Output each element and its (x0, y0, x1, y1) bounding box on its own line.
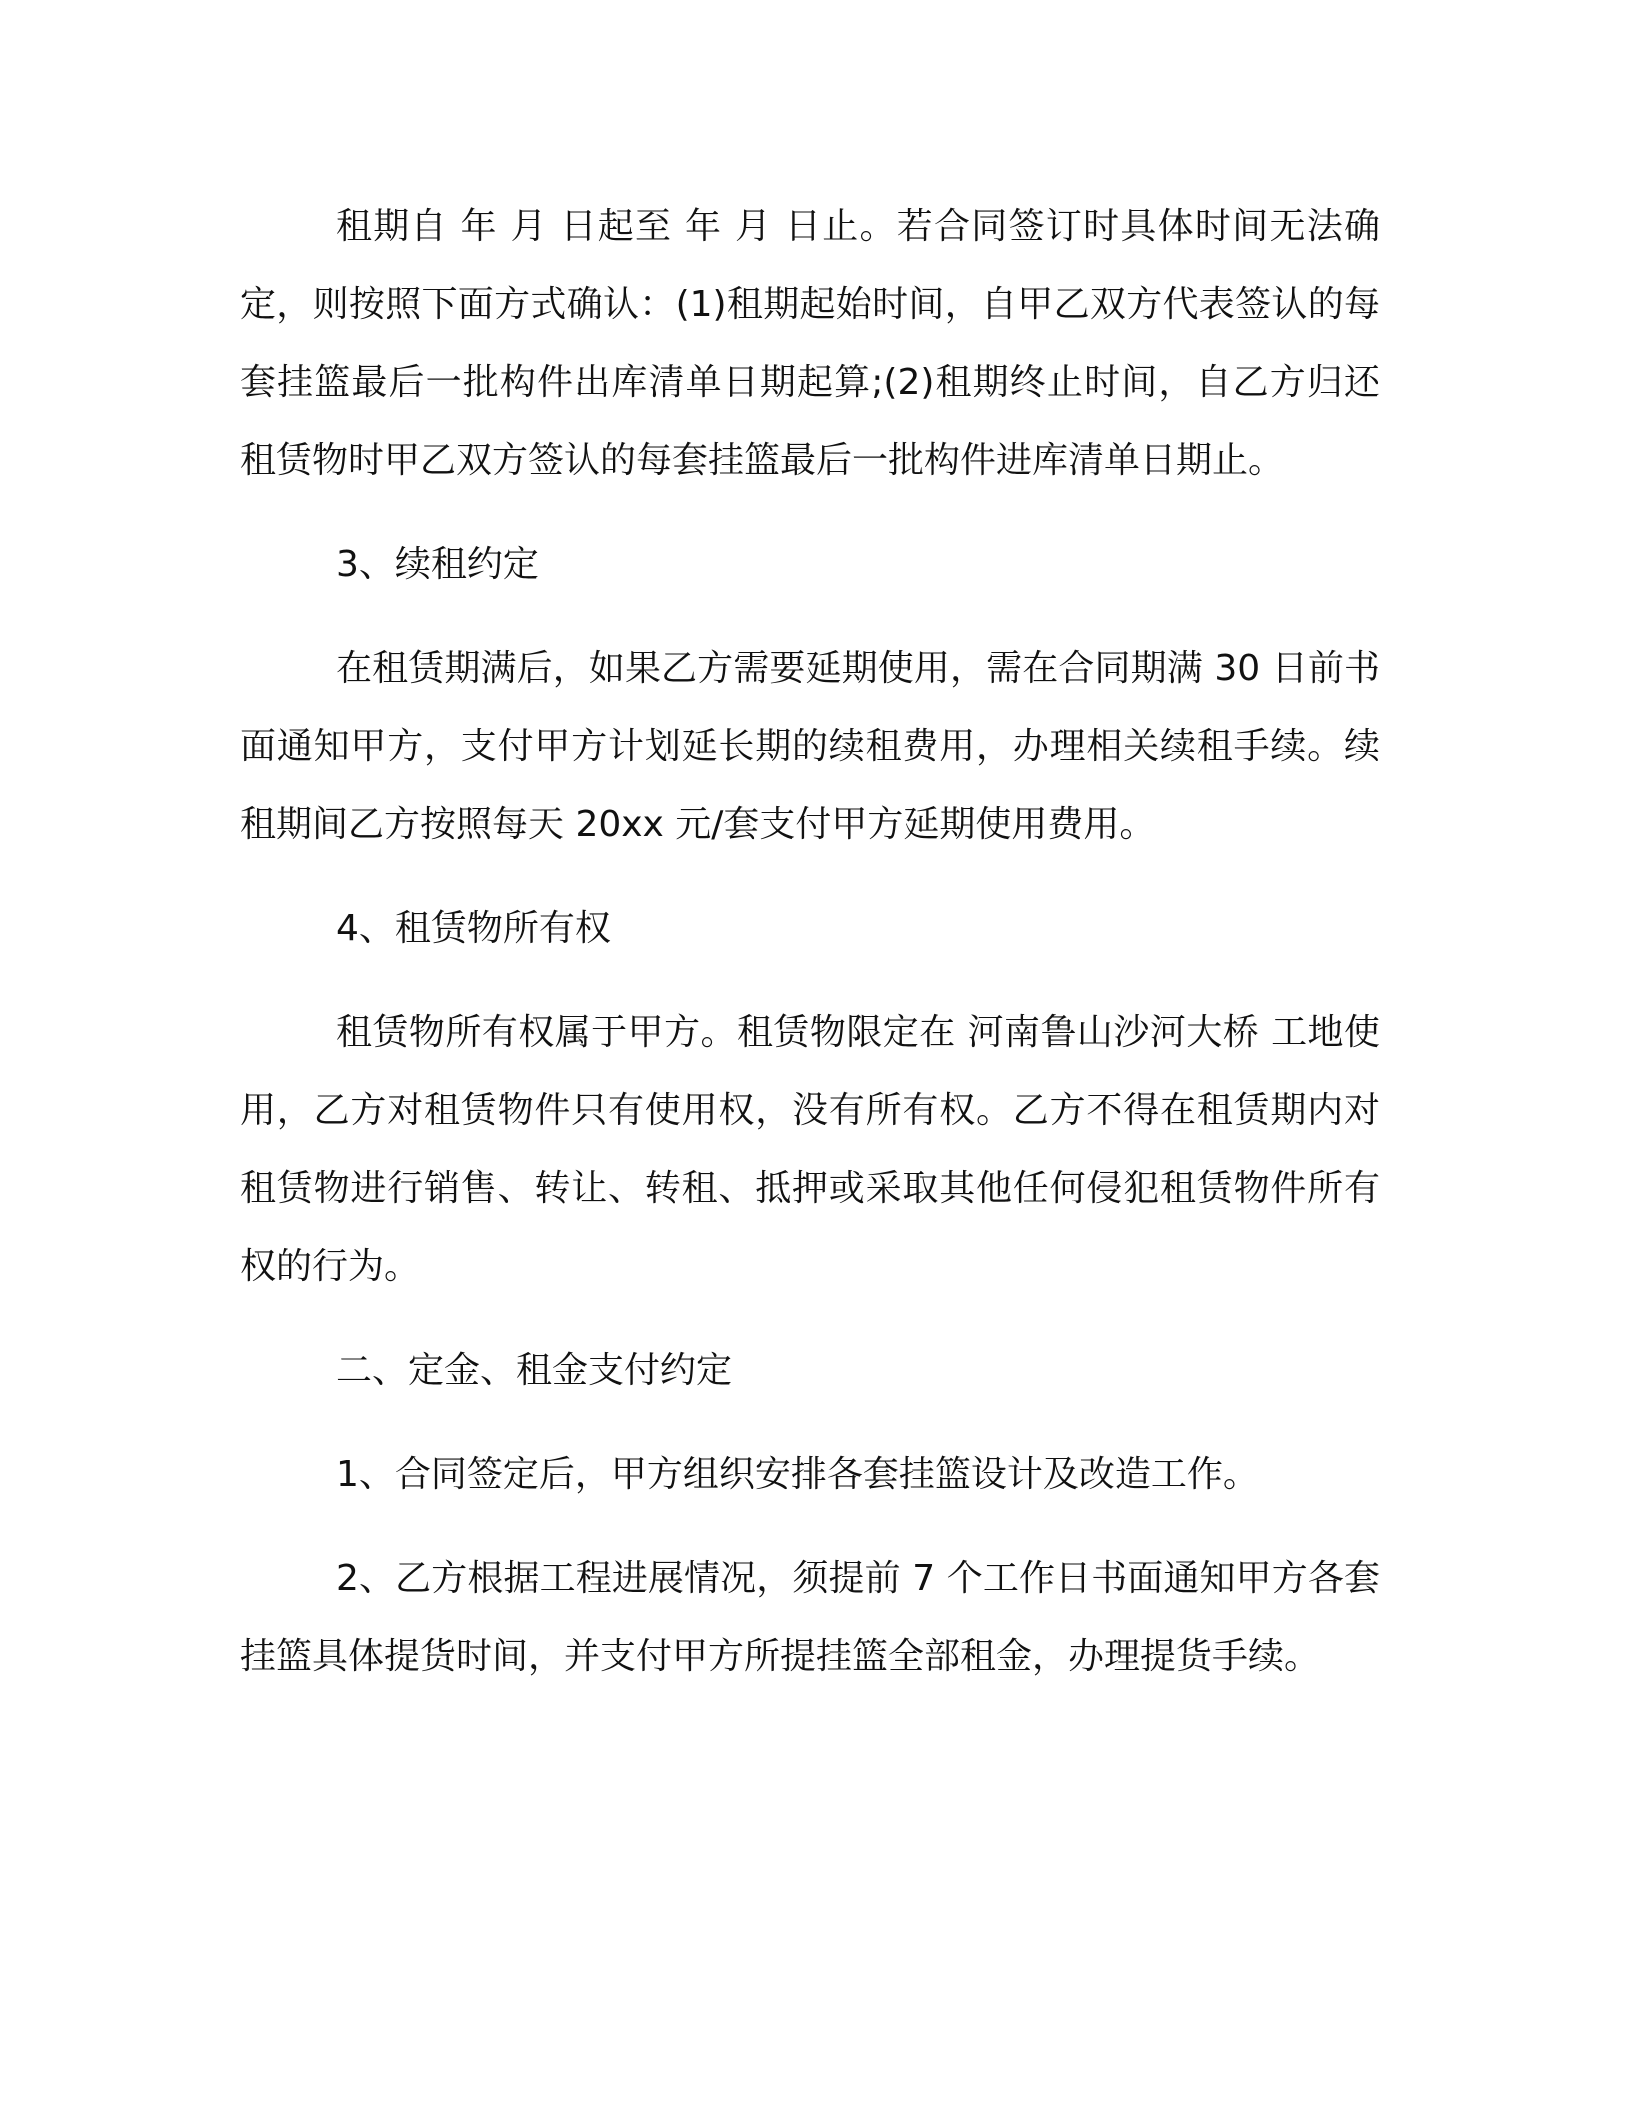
document-body (240, 188, 1380, 1722)
paragraph-ownership-terms: 租赁物所有权属于甲方。租赁物限定在 河南鲁山沙河大桥 工地使用，乙方对租赁物件只有使用权，没有所有权。乙方不得在租赁期内对租赁物进行销售、转让、转租、抵押或采取其他任何侵犯租赁物件所有权的行为。 (240, 1012, 1380, 1287)
paragraph-lease-term: 租期自 年 月 日起至 年 月 日止。若合同签订时具体时间无法确定，则按照下面方式确认：(1)租期起始时间，自甲乙双方代表签认的每套挂篮最后一批构件出库清单日期起算;(2)租期终止时间，自乙方归还租赁物时甲乙双方签认的每套挂篮最后一批构件进库清单日期止。 (240, 206, 1380, 481)
section-heading-renewal: 3、续租约定 (336, 544, 539, 585)
paragraph-payment-item-1: 1、合同签定后，甲方组织安排各套挂篮设计及改造工作。 (336, 1454, 1259, 1495)
section-heading-ownership: 4、租赁物所有权 (336, 908, 611, 949)
chapter-heading-payment: 二、定金、租金支付约定 (336, 1350, 733, 1391)
paragraph-payment-item-2: 2、乙方根据工程进展情况，须提前 7 个工作日书面通知甲方各套挂篮具体提货时间，并支付甲方所提挂篮全部租金，办理提货手续。 (240, 1558, 1380, 1677)
paragraph-renewal-terms: 在租赁期满后，如果乙方需要延期使用，需在合同期满 30 日前书面通知甲方，支付甲方计划延长期的续租费用，办理相关续租手续。续租期间乙方按照每天 20xx 元/套支付甲方延期使用费用。 (240, 648, 1380, 845)
